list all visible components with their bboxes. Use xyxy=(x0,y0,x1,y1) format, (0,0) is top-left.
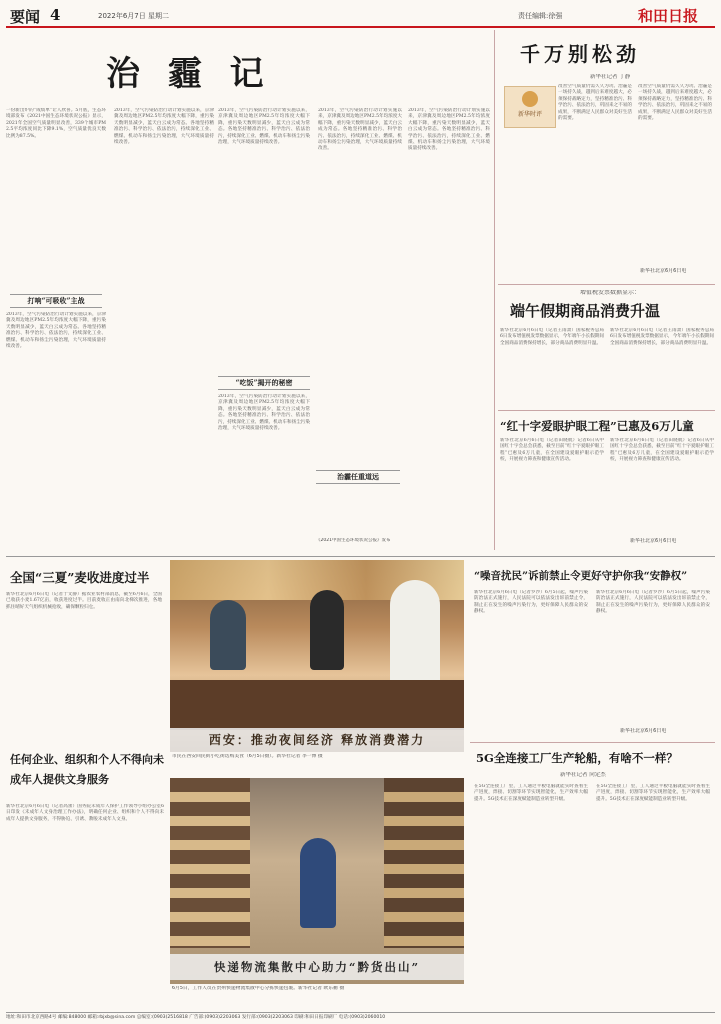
qianwan-dateline: 新华社北京6月6日电 xyxy=(640,268,687,274)
article-duanwu xyxy=(500,288,715,408)
hongshizi-col1: 新华社北京6月6日电（记者田晓航）记者6日从中国红十字会总会获悉，截至目前“红十字爱眼护眼工程”已惠及6万儿童，在全国建设爱眼护眼示范学校，开展视力筛查和健康宣传活动。 xyxy=(500,438,604,463)
divider-h-right-2 xyxy=(498,410,715,411)
zhimai-col1: 2013年，空气污染防治行动计划实施以来，京津冀及周边地区PM2.5年均浓度大幅下降，重污染天数明显减少，蓝天白云成为常态。各地坚持精准治污、科学治污、依法治污，持续深化工业、燃煤、机动车和扬尘污染治理，大气环境质量持续改善。 xyxy=(6,312,106,350)
article-sanxia xyxy=(6,560,164,740)
photo1-caption: 西安：推动夜间经济 释放消费潜力 xyxy=(170,728,464,752)
zhimai-subhead-3-wrap xyxy=(316,470,400,484)
divider-h-right-1 xyxy=(498,284,715,285)
photo1-person-shape-2 xyxy=(310,590,344,670)
hongshizi-title: “红十字爱眼护眼工程”已惠及6万儿童 xyxy=(500,419,694,433)
hongshizi-dateline: 新华社北京6月6日电 xyxy=(630,538,677,544)
zhimai-title: 治 霾 记 xyxy=(106,54,272,94)
article-hongshizi xyxy=(500,414,715,550)
header-rule xyxy=(6,26,715,28)
section-name: 要闻 xyxy=(10,8,41,26)
zhimai-source: 《2021中国生态环境状况公报》发布 xyxy=(316,538,391,543)
editor-credit: 责任编辑:徐强 xyxy=(518,12,563,20)
qianwan-badge xyxy=(504,86,556,128)
photo2-shelf-shape-2 xyxy=(384,778,464,948)
5g-title: 5G全连接工厂生产轮船，有啥不一样？ xyxy=(476,751,678,765)
article-zhimai xyxy=(6,32,491,552)
5g-col1: 在5G全连接工厂里，工人通过平板电脑就能实时查看生产进度，焊接、切割等环节实现智能化，生产效率大幅提升。5G技术正在深度赋能制造业转型升级。 xyxy=(474,784,588,802)
article-5g xyxy=(470,746,715,1010)
photo1-note: 市民在西安回民街小吃街选购美食（6月5日摄）。新华社记者 李一博 摄 xyxy=(172,754,323,759)
renheqiye-title: 任何企业、组织和个人不得向未成年人提供文身服务 xyxy=(10,753,164,786)
photo2-note: 6月5日，工作人员在贵州快递物流集散中心分拣快递包裹。新华社记者 欧东衢 摄 xyxy=(172,986,345,991)
duanwu-col1: 新华社北京6月6日电（记者王雨萧）国家税务总局6日发布增值税发票数据显示，今年端午小长假期间全国商品消费保持增长，部分商品消费明显升温。 xyxy=(500,328,604,346)
photo1-person-shape-1 xyxy=(210,600,246,670)
hongshizi-col2: 新华社北京6月6日电（记者田晓航）记者6日从中国红十字会总会获悉，截至目前“红十字爱眼护眼工程”已惠及6万儿童，在全国建设爱眼护眼示范学校，开展视力筛查和健康宣传活动。 xyxy=(610,438,714,463)
article-renheqiye xyxy=(6,744,168,1020)
issue-date: 2022年6月7日 星期二 xyxy=(98,12,169,20)
footer-rule xyxy=(6,1012,715,1013)
zhimai-intro: 一份新出炉的“成绩单”让人欣喜。5月底，生态环境部发布《2021中国生态环境状况公报》显示，2021年全国空气质量明显改善，339个城市PM2.5平均浓度同比下降9.1%，空气质量优良天数比例为87.5%。 xyxy=(6,108,106,139)
page-header xyxy=(6,4,715,26)
zhimai-subhead-1: 打响“可吸收”主战 xyxy=(27,296,85,305)
zhimai-col4: 2013年，空气污染防治行动计划实施以来，京津冀及周边地区PM2.5年均浓度大幅下降，重污染天数明显减少，蓝天白云成为常态。各地坚持精准治污、科学治污、依法治污，持续深化工业、燃煤、机动车和扬尘污染治理，大气环境质量持续改善。 xyxy=(318,108,402,152)
5g-col2: 在5G全连接工厂里，工人通过平板电脑就能实时查看生产进度，焊接、切割等环节实现智能化，生产效率大幅提升。5G技术正在深度赋能制造业转型升级。 xyxy=(596,784,710,802)
photo2-worker-shape xyxy=(300,838,336,928)
zaoyin-dateline: 新华社北京6月6日电 xyxy=(620,728,667,734)
zaoyin-col1: 新华社北京6月6日电（记者罗沙）6月5日起，噪声污染防治法正式施行，人民法院可以依法发出诉前禁止令，制止正在发生的噪声污染行为，更好保障人民群众的安静权。 xyxy=(474,590,588,615)
zaoyin-title: “噪音扰民”诉前禁止令更好守护你我“安静权” xyxy=(474,570,688,582)
zhimai-col2: 2013年，空气污染防治行动计划实施以来，京津冀及周边地区PM2.5年均浓度大幅下降，重污染天数明显减少，蓝天白云成为常态。各地坚持精准治污、科学治污、依法治污，持续深化工业、燃煤、机动车和扬尘污染治理，大气环境质量持续改善。 xyxy=(114,108,214,146)
article-qianwan xyxy=(500,32,715,282)
zhimai-col5: 2013年，空气污染防治行动计划实施以来，京津冀及周边地区PM2.5年均浓度大幅下降，重污染天数明显减少，蓝天白云成为常态。各地坚持精准治污、科学治污、依法治污，持续深化工业、燃煤、机动车和扬尘污染治理，大气环境质量持续改善。 xyxy=(408,108,490,152)
divider-h-mid xyxy=(6,556,715,557)
divider-h-5g xyxy=(470,742,715,743)
qianwan-badge-label: 新华时评 xyxy=(517,111,542,118)
zhimai-col3: 2013年，空气污染防治行动计划实施以来，京津冀及周边地区PM2.5年均浓度大幅下降，重污染天数明显减少，蓝天白云成为常态。各地坚持精准治污、科学治污、依法治污，持续深化工业、燃煤、机动车和扬尘污染治理，大气环境质量持续改善。 xyxy=(218,108,310,146)
zhimai-sub1-wrap xyxy=(10,294,102,308)
photo-logistics-center xyxy=(170,778,464,984)
photo1-stall-counter xyxy=(170,680,464,730)
renheqiye-body: 新华社北京6月6日电（记者高蕾）国务院未成年人保护工作领导小组办公室6日印发《未成年人文身治理工作办法》，明确任何企业、组织和个人不得向未成年人提供文身服务，不得胁迫、引诱、教唆未成年人文身。 xyxy=(6,804,164,822)
qianwan-title: 千万别松劲 xyxy=(520,42,640,66)
zhimai-subhead-2: “吃饭”揭开的秘密 xyxy=(235,378,293,387)
qianwan-byline: 新华社记者 丁静 xyxy=(590,74,631,80)
qianwan-col2: 改善空气质量仍需久久为功。治霾是一场持久战，越到后来难度越大，必须保持战略定力，坚持精准治污、科学治污、依法治污，巩固来之不易的成果，不断满足人民群众对美好生活的需要。 xyxy=(638,84,712,122)
duanwu-title: 端午假期商品消费升温 xyxy=(510,302,661,320)
zhimai-sub2-wrap xyxy=(218,376,310,390)
page-footer: 地址:和田市北京西路4号 邮编:848000 邮箱:rbjxb@sina.com 总编室:(0903)2516818 广告部:(0903)2203063 发行部:(0903)2203063 印刷:和田日报印刷厂 电话:(0903)2060010 xyxy=(6,1015,386,1020)
duanwu-col2: 新华社北京6月6日电（记者王雨萧）国家税务总局6日发布增值税发票数据显示，今年端午小长假期间全国商品消费保持增长，部分商品消费明显升温。 xyxy=(610,328,714,346)
zhimai-subhead-3: 治霾任重道远 xyxy=(337,472,379,481)
photo1-person-shape-3 xyxy=(390,580,440,690)
sanxia-title: 全国“三夏”麦收进度过半 xyxy=(10,570,150,585)
zaoyin-col2: 新华社北京6月6日电（记者罗沙）6月5日起，噪声污染防治法正式施行，人民法院可以依法发出诉前禁止令，制止正在发生的噪声污染行为，更好保障人民群众的安静权。 xyxy=(596,590,710,615)
duanwu-kicker: 增值税发票数据显示： xyxy=(580,290,641,296)
sanxia-body: 新华社北京6月6日电（记者于文静）据农业农村部消息，截至6月6日，全国已收获小麦1.67亿亩，收获进度过半。目前麦收正由南向北梯次推进，各地抓住晴好天气组织机械抢收，确保颗粒归仓。 xyxy=(6,592,162,610)
article-zaoyin xyxy=(470,560,715,740)
qianwan-col1: 改善空气质量仍需久久为功。治霾是一场持久战，越到后来难度越大，必须保持战略定力，坚持精准治污、科学治污、依法治污，巩固来之不易的成果，不断满足人民群众对美好生活的需要。 xyxy=(558,84,632,122)
photo-night-market xyxy=(170,560,464,752)
photo2-caption: 快递物流集散中心助力“黔货出山” xyxy=(170,954,464,980)
divider-v-right xyxy=(494,30,495,550)
photo2-shelf-shape-1 xyxy=(170,778,250,948)
page-number: 4 xyxy=(50,6,61,24)
newspaper-brand: 和田日报 xyxy=(638,7,699,25)
zhimai-col3b: 2013年，空气污染防治行动计划实施以来，京津冀及周边地区PM2.5年均浓度大幅下降，重污染天数明显减少，蓝天白云成为常态。各地坚持精准治污、科学治污、依法治污，持续深化工业、燃煤、机动车和扬尘污染治理，大气环境质量持续改善。 xyxy=(218,394,310,432)
xinhua-badge-icon xyxy=(522,91,538,107)
5g-byline: 新华社记者 向定杰 xyxy=(560,772,606,778)
